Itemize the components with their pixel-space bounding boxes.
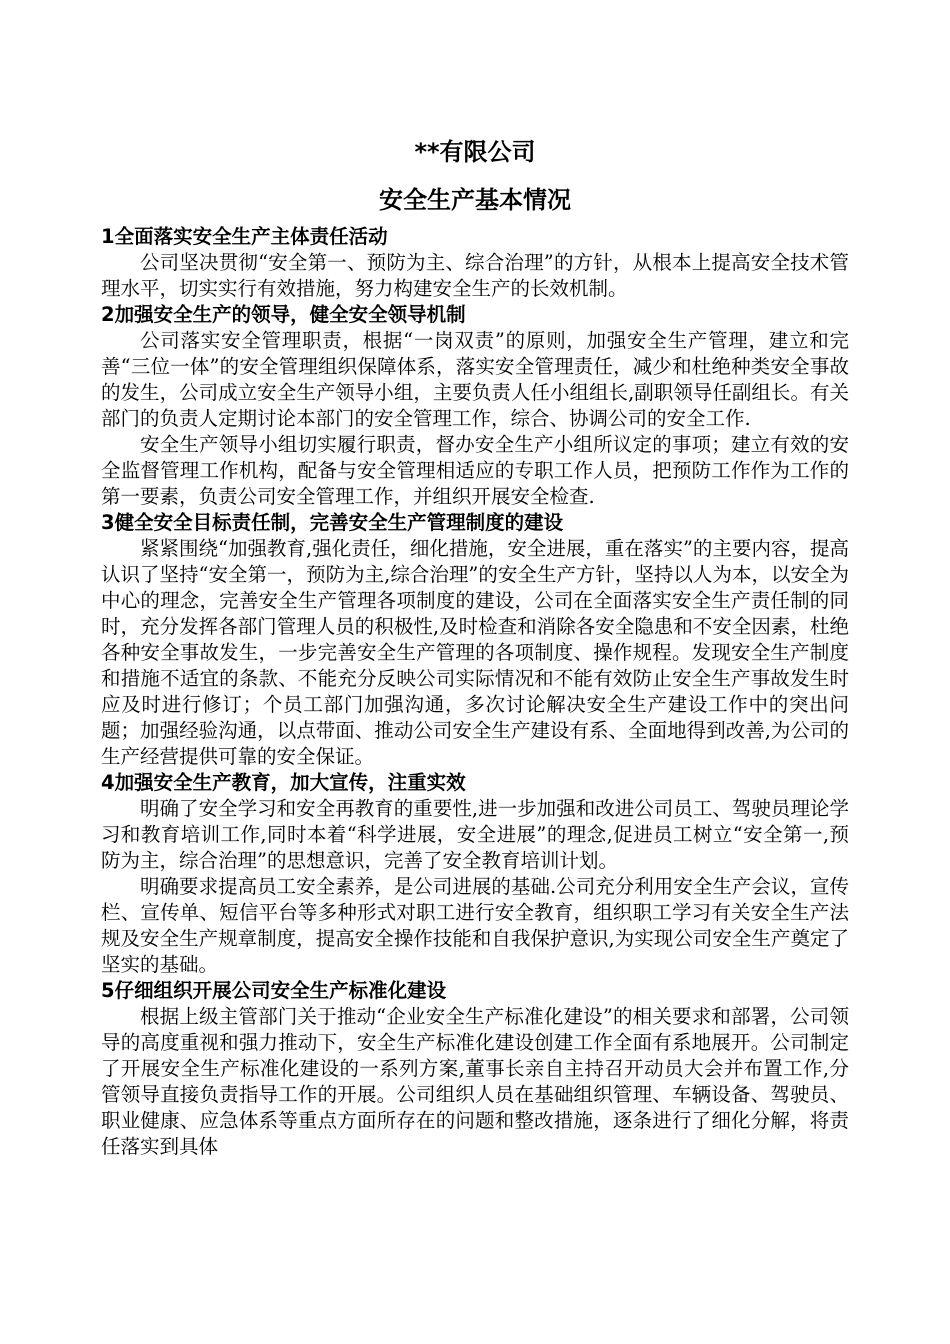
document-title: 安全生产基本情况 (379, 186, 571, 214)
section-1 (101, 224, 849, 302)
section-heading: 4加强安全生产教育，加大宣传，注重实效 (101, 771, 466, 794)
section-2 (101, 302, 849, 510)
section-heading: 2加强安全生产的领导，健全安全领导机制 (101, 303, 466, 326)
section-paragraph: 明确了安全学习和安全再教育的重要性,进一步加强和改进公司员工、驾驶员理论学习和教育培训工作,同时本着“科学进展，安全进展”的理念,促进员工树立“安全第一,预防为主，综合治理”的思想意识，完善了安全教育培训计划。 (101, 797, 849, 872)
section-heading: 5仔细组织开展公司安全生产标准化建设 (101, 979, 447, 1002)
section-paragraph: 紧紧围绕“加强教育,强化责任，细化措施，安全进展，重在落实”的主要内容，提高认识了坚持“安全第一，预防为主,综合治理”的安全生产方针，坚持以人为本，以安全为中心的理念，完善安全生产管理各项制度的建设，公司在全面落实安全生产责任制的同时，充分发挥各部门管理人员的积极性,及时检查和消除各安全隐患和不安全因素，杜绝各种安全事故发生，一步完善安全生产管理的各项制度、操作规程。发现安全生产制度和措施不适宜的条款、不能充分反映公司实际情况和不能有效防止安全生产事故发生时应及时进行修订；个员工部门加强沟通，多次讨论解决安全生产建设工作中的突出问题；加强经验沟通，以点带面、推动公司安全生产建设有系、全面地得到改善,为公司的生产经营提供可靠的安全保证。 (101, 537, 849, 768)
section-paragraph: 根据上级主管部门关于推动“企业安全生产标准化建设”的相关要求和部署，公司领导的高度重视和强力推动下，安全生产标准化建设创建工作全面有系地展开。公司制定了开展安全生产标准化建设的一系列方案,董事长亲自主持召开动员大会并布置工作,分管领导直接负责指导工作的开展。公司组织人员在基础组织管理、车辆设备、驾驶员、职业健康、应急体系等重点方面所存在的问题和整改措施，逐条进行了细化分解，将责任落实到具体 (101, 1005, 849, 1158)
section-3 (101, 510, 849, 770)
section-4 (101, 770, 849, 978)
section-heading: 1全面落实安全生产主体责任活动 (101, 225, 388, 248)
section-5 (101, 978, 849, 1160)
company-title: **有限公司 (414, 138, 536, 166)
section-heading: 3健全安全目标责任制，完善安全生产管理制度的建设 (101, 511, 564, 534)
section-paragraph: 明确要求提高员工安全素养，是公司进展的基础.公司充分利用安全生产会议，宣传栏、宣传单、短信平台等多种形式对职工进行安全教育，组织职工学习有关安全生产法规及安全生产规章制度，提高安全操作技能和自我保护意识,为实现公司安全生产奠定了坚实的基础。 (101, 875, 849, 976)
section-paragraph: 安全生产领导小组切实履行职责，督办安全生产小组所议定的事项；建立有效的安全监督管理工作机构，配备与安全管理相适应的专职工作人员，把预防工作作为工作的第一要素，负责公司安全管理工作，并组织开展安全检查. (101, 433, 849, 508)
section-paragraph: 公司坚决贯彻“安全第一、预防为主、综合治理”的方针，从根本上提高安全技术管理水平，切实实行有效措施，努力构建安全生产的长效机制。 (101, 251, 849, 300)
document-page (101, 128, 849, 1160)
section-paragraph: 公司落实安全管理职责，根据“一岗双责”的原则，加强安全生产管理，建立和完善“三位一体”的安全管理组织保障体系，落实安全管理责任，减少和杜绝种类安全事故的发生，公司成立安全生产领导小组，主要负责人任小组组长,副职领导任副组长。有关部门的负责人定期讨论本部门的安全管理工作，综合、协调公司的安全工作. (101, 329, 849, 430)
